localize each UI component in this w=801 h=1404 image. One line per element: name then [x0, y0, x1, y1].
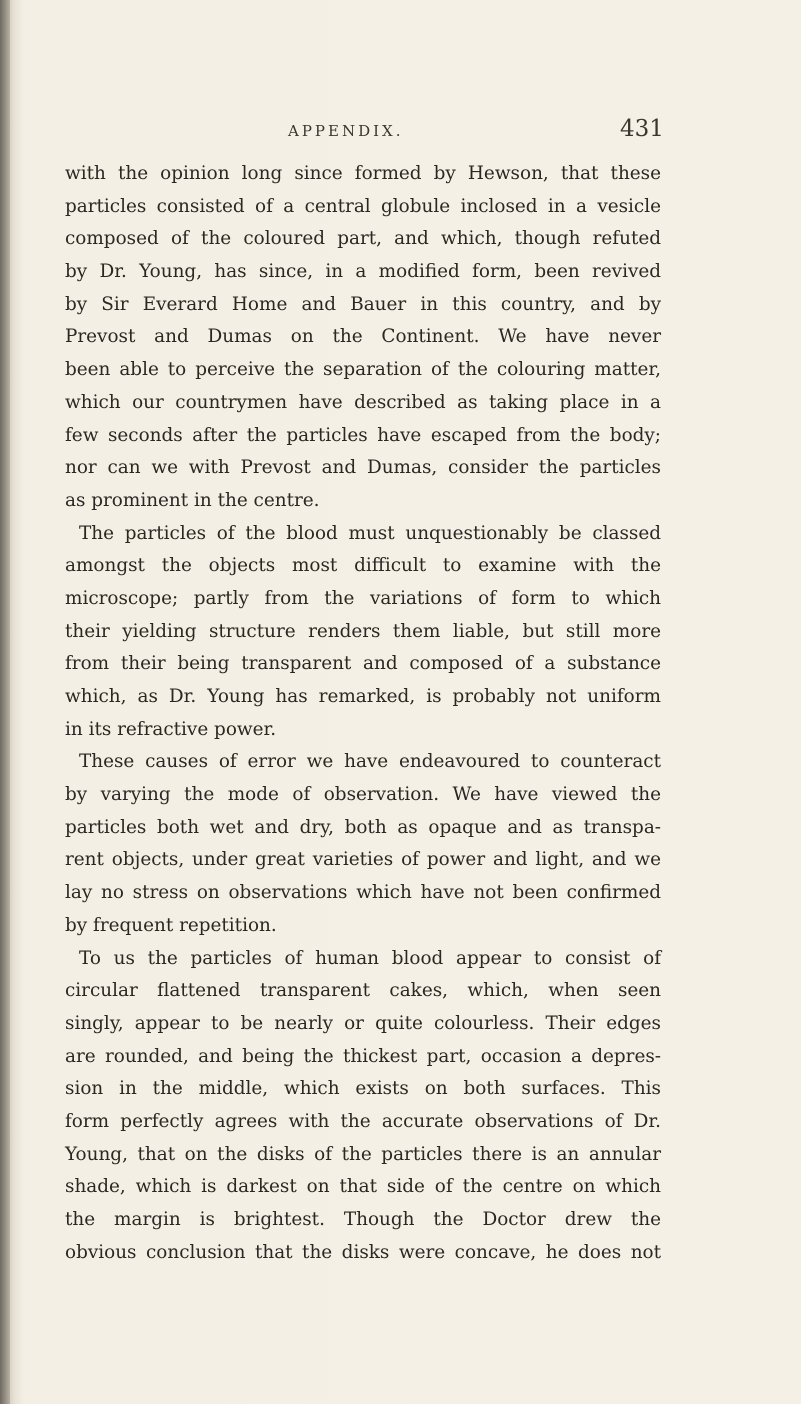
- text-line: microscope; partly from the variations of form to which: [65, 587, 661, 609]
- text-line: in its refractive power.: [65, 718, 277, 740]
- text-line: with the opinion long since formed by Hewson, that these: [65, 163, 661, 184]
- paragraph-start-line: The particles of the blood must unquestionably be classed: [79, 522, 661, 544]
- page-number: 431: [620, 116, 664, 142]
- text-line: nor can we with Prevost and Dumas, consider the particles: [65, 457, 661, 479]
- text-line: as prominent in the centre.: [65, 489, 320, 511]
- text-line: the margin is brightest. Though the Doctor drew the: [65, 1209, 661, 1230]
- text-line: sion in the middle, which exists on both surfaces. This: [65, 1078, 661, 1100]
- text-line: form perfectly agrees with the accurate observations of Dr.: [65, 1110, 661, 1132]
- text-line: composed of the coloured part, and which, though refuted: [65, 228, 661, 250]
- text-line: which our countrymen have described as taking place in a: [65, 391, 661, 413]
- text-line: particles consisted of a central globule inclosed in a vesicle: [65, 195, 661, 217]
- text-line: their yielding structure renders them liable, but still more: [65, 620, 661, 642]
- text-line: rent objects, under great varieties of power and light, and we: [65, 849, 661, 871]
- text-line: by Dr. Young, has since, in a modified form, been revived: [65, 261, 661, 283]
- text-line: obvious conclusion that the disks were concave, he does not: [65, 1241, 661, 1263]
- text-line: Young, that on the disks of the particles there is an annular: [65, 1143, 661, 1165]
- text-line: shade, which is darkest on that side of the centre on which: [65, 1176, 661, 1198]
- text-line: singly, appear to be nearly or quite colourless. Their edges: [65, 1012, 661, 1034]
- text-line: amongst the objects most difficult to examine with the: [65, 555, 661, 577]
- text-line: particles both wet and dry, both as opaque and as transpa-: [65, 816, 661, 838]
- text-line: Prevost and Dumas on the Continent. We have never: [65, 326, 661, 348]
- text-line: few seconds after the particles have escaped from the body;: [65, 424, 661, 446]
- paragraph-start-line: These causes of error we have endeavoured to counteract: [79, 751, 661, 773]
- page-gutter: [0, 0, 10, 1404]
- text-line: which, as Dr. Young has remarked, is probably not uniform: [65, 686, 661, 707]
- text-line: by Sir Everard Home and Bauer in this country, and by: [65, 293, 661, 315]
- text-line: circular flattened transparent cakes, which, when seen: [65, 980, 661, 1002]
- running-title: APPENDIX.: [288, 122, 404, 140]
- text-line: been able to perceive the separation of the colouring matter,: [65, 359, 661, 381]
- text-line: from their being transparent and composed of a substance: [65, 653, 661, 675]
- paragraph-start-line: To us the particles of human blood appear to consist of: [79, 947, 661, 969]
- text-line: lay no stress on observations which have not been confirmed: [65, 882, 661, 904]
- text-line: are rounded, and being the thickest part, occasion a depres-: [65, 1045, 661, 1067]
- text-line: by frequent repetition.: [65, 914, 277, 936]
- text-line: by varying the mode of observation. We have viewed the: [65, 784, 661, 806]
- running-head: [60, 116, 664, 158]
- body-text: [65, 158, 661, 1269]
